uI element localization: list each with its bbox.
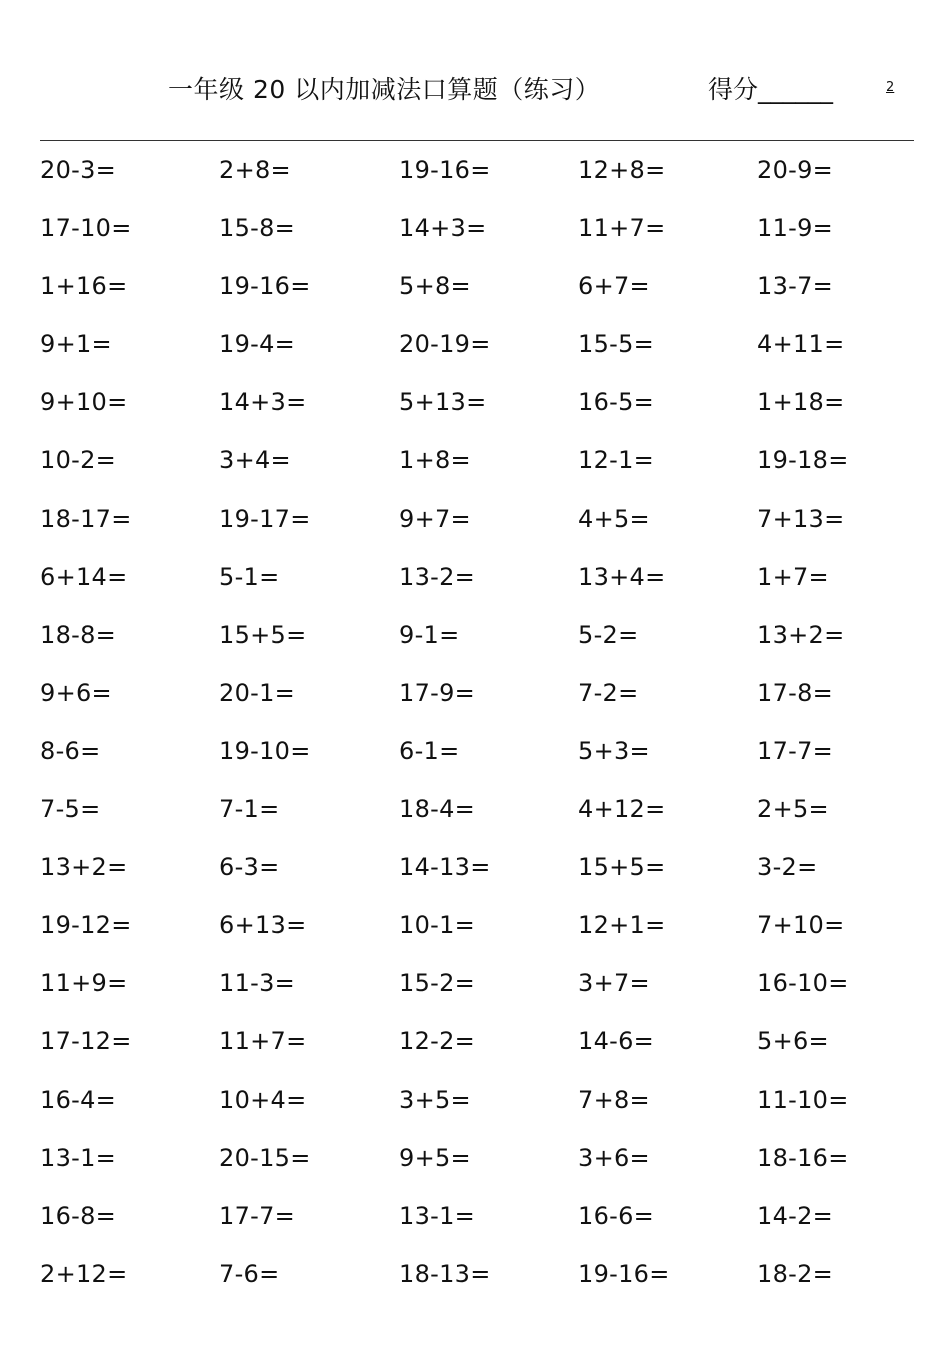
math-problem: 10-2=	[40, 446, 117, 475]
math-problem: 14+3=	[399, 214, 487, 243]
math-problem: 11+7=	[578, 214, 666, 243]
math-problem: 3+5=	[399, 1085, 471, 1114]
worksheet-header	[0, 0, 950, 140]
math-problem: 1+8=	[399, 446, 471, 475]
math-problem: 17-12=	[40, 1027, 132, 1056]
problem-row	[40, 847, 940, 905]
math-problem: 8-6=	[40, 736, 101, 765]
math-problem: 16-5=	[578, 388, 655, 417]
math-problem: 13-2=	[399, 562, 476, 591]
problem-row	[40, 615, 940, 673]
math-problem: 13-1=	[399, 1201, 476, 1230]
math-problem: 18-2=	[757, 1259, 834, 1288]
math-problem: 14-2=	[757, 1201, 834, 1230]
math-problem: 5+8=	[399, 272, 471, 301]
math-problem: 6-1=	[399, 736, 460, 765]
problem-row	[40, 673, 940, 731]
problem-row	[40, 266, 940, 324]
math-problem: 9+6=	[40, 678, 112, 707]
math-problem: 16-6=	[578, 1201, 655, 1230]
math-problem: 1+18=	[757, 388, 845, 417]
math-problem: 19-18=	[757, 446, 849, 475]
math-problem: 7+13=	[757, 504, 845, 533]
math-problem: 7-2=	[578, 678, 639, 707]
math-problem: 3-2=	[757, 853, 818, 882]
math-problem: 9+7=	[399, 504, 471, 533]
math-problem: 18-17=	[40, 504, 132, 533]
math-problem: 11+7=	[219, 1027, 307, 1056]
header-divider	[40, 140, 914, 141]
math-problem: 5+3=	[578, 736, 650, 765]
math-problem: 4+5=	[578, 504, 650, 533]
math-problem: 9-1=	[399, 620, 460, 649]
problem-row	[40, 150, 940, 208]
math-problem: 14-6=	[578, 1027, 655, 1056]
problem-row	[40, 1021, 940, 1079]
problem-row	[40, 324, 940, 382]
math-problem: 19-16=	[219, 272, 311, 301]
math-problem: 15+5=	[578, 853, 666, 882]
math-problem: 11+9=	[40, 969, 128, 998]
math-problem: 1+16=	[40, 272, 128, 301]
math-problem: 11-10=	[757, 1085, 849, 1114]
problem-row	[40, 963, 940, 1021]
math-problem: 5-2=	[578, 620, 639, 649]
math-problem: 3+6=	[578, 1143, 650, 1172]
math-problem: 14-13=	[399, 853, 491, 882]
math-problem: 7-6=	[219, 1259, 280, 1288]
problem-row	[40, 499, 940, 557]
problem-row	[40, 1080, 940, 1138]
math-problem: 10-1=	[399, 911, 476, 940]
math-problem: 19-17=	[219, 504, 311, 533]
math-problem: 17-10=	[40, 214, 132, 243]
math-problem: 1+7=	[757, 562, 829, 591]
math-problem: 7+10=	[757, 911, 845, 940]
math-problem: 9+10=	[40, 388, 128, 417]
math-problem: 15+5=	[219, 620, 307, 649]
math-problem: 16-8=	[40, 1201, 117, 1230]
math-problem: 19-12=	[40, 911, 132, 940]
math-problem: 20-9=	[757, 156, 834, 184]
math-problem: 13-7=	[757, 272, 834, 301]
problem-row	[40, 557, 940, 615]
problem-row	[40, 1254, 940, 1312]
math-problem: 6+14=	[40, 562, 128, 591]
math-problem: 2+12=	[40, 1259, 128, 1288]
problem-row	[40, 1138, 940, 1196]
math-problem: 15-2=	[399, 969, 476, 998]
problem-grid	[40, 150, 940, 1312]
math-problem: 20-3=	[40, 156, 117, 184]
math-problem: 13+2=	[757, 620, 845, 649]
math-problem: 13+2=	[40, 853, 128, 882]
math-problem: 5+13=	[399, 388, 487, 417]
math-problem: 18-4=	[399, 795, 476, 824]
math-problem: 18-16=	[757, 1143, 849, 1172]
math-problem: 20-15=	[219, 1143, 311, 1172]
math-problem: 11-9=	[757, 214, 834, 243]
math-problem: 13+4=	[578, 562, 666, 591]
math-problem: 15-5=	[578, 330, 655, 359]
math-problem: 20-1=	[219, 678, 296, 707]
math-problem: 11-3=	[219, 969, 296, 998]
math-problem: 14+3=	[219, 388, 307, 417]
math-problem: 19-16=	[399, 156, 491, 184]
math-problem: 12-2=	[399, 1027, 476, 1056]
problem-row	[40, 905, 940, 963]
math-problem: 16-4=	[40, 1085, 117, 1114]
problem-row	[40, 1196, 940, 1254]
math-problem: 17-8=	[757, 678, 834, 707]
math-problem: 7-5=	[40, 795, 101, 824]
math-problem: 2+8=	[219, 156, 291, 184]
math-problem: 6+13=	[219, 911, 307, 940]
problem-row	[40, 208, 940, 266]
math-problem: 9+1=	[40, 330, 112, 359]
math-problem: 4+12=	[578, 795, 666, 824]
math-problem: 12-1=	[578, 446, 655, 475]
math-problem: 19-4=	[219, 330, 296, 359]
math-problem: 4+11=	[757, 330, 845, 359]
math-problem: 3+4=	[219, 446, 291, 475]
math-problem: 13-1=	[40, 1143, 117, 1172]
math-problem: 17-9=	[399, 678, 476, 707]
math-problem: 20-19=	[399, 330, 491, 359]
worksheet-title: 一年级 20 以内加减法口算题（练习）	[168, 75, 601, 104]
math-problem: 5+6=	[757, 1027, 829, 1056]
math-problem: 18-8=	[40, 620, 117, 649]
math-problem: 7+8=	[578, 1085, 650, 1114]
math-problem: 6-3=	[219, 853, 280, 882]
math-problem: 12+8=	[578, 156, 666, 184]
math-problem: 5-1=	[219, 562, 280, 591]
score-label: 得分______	[708, 75, 834, 104]
math-problem: 19-10=	[219, 736, 311, 765]
math-problem: 19-16=	[578, 1259, 670, 1288]
math-problem: 15-8=	[219, 214, 296, 243]
problem-row	[40, 440, 940, 498]
problem-row	[40, 731, 940, 789]
math-problem: 17-7=	[219, 1201, 296, 1230]
math-problem: 3+7=	[578, 969, 650, 998]
math-problem: 10+4=	[219, 1085, 307, 1114]
page-number: 2	[886, 80, 895, 95]
math-problem: 9+5=	[399, 1143, 471, 1172]
math-problem: 12+1=	[578, 911, 666, 940]
math-problem: 7-1=	[219, 795, 280, 824]
math-problem: 16-10=	[757, 969, 849, 998]
math-problem: 6+7=	[578, 272, 650, 301]
math-problem: 2+5=	[757, 795, 829, 824]
problem-row	[40, 382, 940, 440]
math-problem: 17-7=	[757, 736, 834, 765]
problem-row	[40, 789, 940, 847]
math-problem: 18-13=	[399, 1259, 491, 1288]
